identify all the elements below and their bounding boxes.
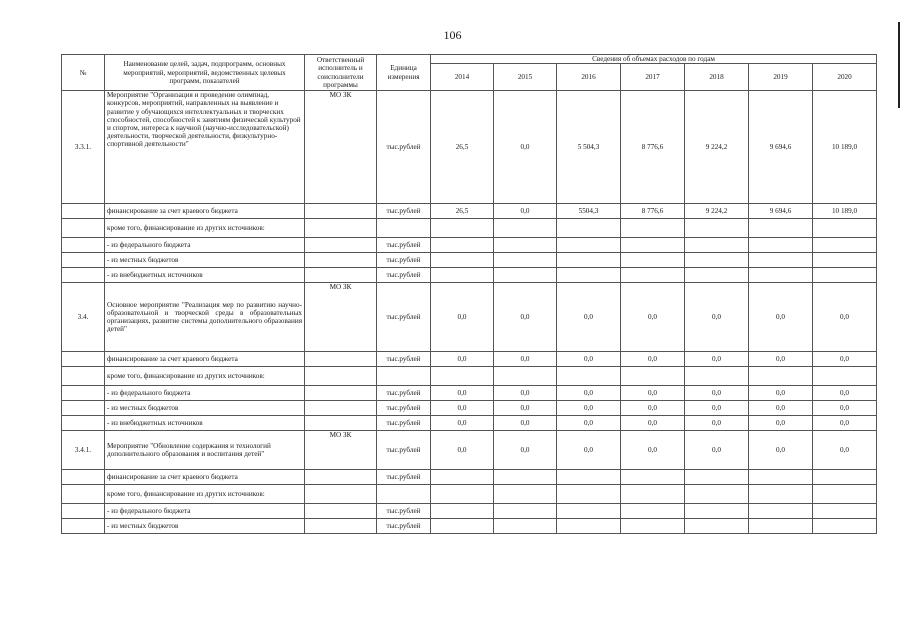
- row-value: 0,0: [749, 352, 813, 367]
- row-value: 0,0: [494, 386, 557, 401]
- row-unit: тыс.рублей: [377, 401, 431, 416]
- scan-margin-bar: [898, 22, 900, 108]
- table-row: [62, 416, 877, 431]
- row-value: [813, 504, 877, 519]
- row-value: [494, 219, 557, 238]
- row-value: 26,5: [431, 204, 494, 219]
- row-value: 0,0: [749, 386, 813, 401]
- row-value: 0,0: [494, 431, 557, 470]
- row-value: 0,0: [621, 386, 685, 401]
- row-responsible: [305, 470, 377, 485]
- row-value: 5 504,3: [557, 91, 621, 204]
- row-unit: тыс.рублей: [377, 431, 431, 470]
- row-value: 0,0: [813, 283, 877, 352]
- table-row: [62, 519, 877, 534]
- row-name: кроме того, финансирование из других источников:: [105, 485, 305, 504]
- row-value: [557, 470, 621, 485]
- row-value: [685, 367, 749, 386]
- row-value: [431, 504, 494, 519]
- row-number: [62, 268, 105, 283]
- row-value: [749, 268, 813, 283]
- row-value: 0,0: [749, 431, 813, 470]
- row-unit: [377, 219, 431, 238]
- row-number: [62, 416, 105, 431]
- row-value: [557, 268, 621, 283]
- row-number: [62, 238, 105, 253]
- table-row: [62, 401, 877, 416]
- row-name: кроме того, финансирование из других источников:: [105, 367, 305, 386]
- row-value: [685, 238, 749, 253]
- row-value: 0,0: [621, 431, 685, 470]
- row-responsible: МО ЗК: [305, 91, 377, 204]
- row-value: 0,0: [685, 386, 749, 401]
- header-year: 2020: [813, 64, 877, 91]
- table-row: [62, 431, 877, 470]
- row-value: [621, 268, 685, 283]
- row-value: 0,0: [685, 416, 749, 431]
- row-value: 0,0: [557, 401, 621, 416]
- table-body: [62, 91, 877, 534]
- row-value: 0,0: [813, 416, 877, 431]
- row-value: [621, 519, 685, 534]
- row-number: [62, 219, 105, 238]
- row-number: [62, 401, 105, 416]
- row-number: [62, 352, 105, 367]
- row-value: 10 189,0: [813, 204, 877, 219]
- header-year: 2016: [557, 64, 621, 91]
- row-responsible: [305, 238, 377, 253]
- row-value: [685, 253, 749, 268]
- row-value: 0,0: [621, 416, 685, 431]
- row-value: 0,0: [431, 352, 494, 367]
- row-value: [621, 219, 685, 238]
- row-value: [557, 219, 621, 238]
- row-value: [685, 268, 749, 283]
- row-value: 0,0: [813, 352, 877, 367]
- row-value: 0,0: [685, 283, 749, 352]
- row-value: [557, 238, 621, 253]
- row-number: [62, 253, 105, 268]
- row-responsible: МО ЗК: [305, 431, 377, 470]
- row-value: [685, 219, 749, 238]
- page-number: 106: [443, 28, 462, 42]
- row-name: Мероприятие "Организация и проведение олимпиад, конкурсов, мероприятий, направленных на выявление и развитие у обучающихся интеллектуальных и творческих способностей, способностей к занятиям физической культурой и спортом, интереса к научной (научно-исследовательской) деятельности, творческой деятельности, физкультурно-спортивной деятельности": [105, 91, 305, 204]
- row-value: [749, 470, 813, 485]
- row-value: 9 694,6: [749, 204, 813, 219]
- row-value: 10 189,0: [813, 91, 877, 204]
- row-value: 0,0: [749, 283, 813, 352]
- row-value: [749, 367, 813, 386]
- row-name: Основное мероприятие "Реализация мер по развитию научно-образовательной и творческой среды в образовательных организациях, развитие системы дополнительного образования детей": [105, 283, 305, 352]
- row-unit: тыс.рублей: [377, 283, 431, 352]
- table-row: [62, 253, 877, 268]
- row-value: 0,0: [621, 352, 685, 367]
- table-row: [62, 268, 877, 283]
- row-name: финансирование за счет краевого бюджета: [105, 204, 305, 219]
- row-value: [813, 253, 877, 268]
- row-value: 0,0: [431, 283, 494, 352]
- row-value: 0,0: [621, 401, 685, 416]
- row-value: 0,0: [685, 352, 749, 367]
- row-responsible: [305, 504, 377, 519]
- row-name: - из федерального бюджета: [105, 238, 305, 253]
- row-responsible: [305, 204, 377, 219]
- row-value: [621, 367, 685, 386]
- row-value: 0,0: [431, 401, 494, 416]
- row-value: [749, 238, 813, 253]
- header-name: Наименование целей, задач, подпрограмм, основных мероприятий, мероприятий, ведомственных целевых программ, показателей: [105, 55, 305, 91]
- row-value: 0,0: [494, 91, 557, 204]
- row-value: [494, 367, 557, 386]
- row-value: 0,0: [431, 431, 494, 470]
- row-number: [62, 485, 105, 504]
- header-spending: Сведения об объемах расходов по годам: [431, 55, 877, 64]
- row-value: [494, 485, 557, 504]
- row-value: 5504,3: [557, 204, 621, 219]
- row-name: Мероприятие "Обновление содержания и технологий дополнительного образования и воспитания детей": [105, 431, 305, 470]
- row-responsible: [305, 401, 377, 416]
- row-value: 0,0: [813, 401, 877, 416]
- table-row: [62, 204, 877, 219]
- row-value: 0,0: [557, 283, 621, 352]
- row-number: 3.4.: [62, 283, 105, 352]
- header-year: 2018: [685, 64, 749, 91]
- row-name: - из местных бюджетов: [105, 253, 305, 268]
- row-value: [431, 238, 494, 253]
- row-responsible: [305, 416, 377, 431]
- row-number: 3.4.1.: [62, 431, 105, 470]
- row-value: 0,0: [494, 416, 557, 431]
- row-value: 0,0: [431, 416, 494, 431]
- row-number: [62, 367, 105, 386]
- row-number: [62, 519, 105, 534]
- row-value: 0,0: [749, 401, 813, 416]
- table-row: [62, 485, 877, 504]
- row-unit: тыс.рублей: [377, 416, 431, 431]
- row-name: - из внебюджетных источников: [105, 268, 305, 283]
- row-name: кроме того, финансирование из других источников:: [105, 219, 305, 238]
- header-responsible: Ответственный исполнитель и соисполнители программы: [305, 55, 377, 91]
- row-value: [813, 470, 877, 485]
- row-responsible: [305, 352, 377, 367]
- row-responsible: [305, 367, 377, 386]
- row-value: [494, 238, 557, 253]
- header-year: 2019: [749, 64, 813, 91]
- row-value: [557, 253, 621, 268]
- row-value: [621, 504, 685, 519]
- row-value: [431, 470, 494, 485]
- row-responsible: [305, 219, 377, 238]
- row-unit: тыс.рублей: [377, 204, 431, 219]
- row-responsible: [305, 253, 377, 268]
- row-value: 0,0: [749, 416, 813, 431]
- row-value: [813, 238, 877, 253]
- row-value: 9 224,2: [685, 204, 749, 219]
- row-value: [749, 253, 813, 268]
- row-number: [62, 504, 105, 519]
- row-unit: тыс.рублей: [377, 504, 431, 519]
- row-value: [557, 519, 621, 534]
- row-value: [494, 519, 557, 534]
- row-value: [685, 470, 749, 485]
- row-value: [431, 268, 494, 283]
- row-responsible: МО ЗК: [305, 283, 377, 352]
- row-value: 0,0: [685, 401, 749, 416]
- table-row: [62, 470, 877, 485]
- row-number: [62, 386, 105, 401]
- row-unit: тыс.рублей: [377, 519, 431, 534]
- row-value: [494, 253, 557, 268]
- row-value: [749, 519, 813, 534]
- row-value: 0,0: [813, 386, 877, 401]
- row-unit: [377, 485, 431, 504]
- row-name: финансирование за счет краевого бюджета: [105, 352, 305, 367]
- row-value: 0,0: [685, 431, 749, 470]
- row-value: [621, 253, 685, 268]
- row-value: [813, 268, 877, 283]
- row-name: - из федерального бюджета: [105, 386, 305, 401]
- row-value: 0,0: [621, 283, 685, 352]
- row-value: [749, 504, 813, 519]
- table-row: [62, 367, 877, 386]
- header-unit: Единица измерения: [377, 55, 431, 91]
- row-number: 3.3.1.: [62, 91, 105, 204]
- row-value: 0,0: [557, 431, 621, 470]
- row-value: 9 694,6: [749, 91, 813, 204]
- row-value: [621, 485, 685, 504]
- row-unit: тыс.рублей: [377, 238, 431, 253]
- row-value: [813, 219, 877, 238]
- expenditure-table: [61, 54, 877, 534]
- row-unit: тыс.рублей: [377, 268, 431, 283]
- row-unit: тыс.рублей: [377, 470, 431, 485]
- row-value: 0,0: [431, 386, 494, 401]
- row-value: 8 776,6: [621, 204, 685, 219]
- table-row: [62, 352, 877, 367]
- row-name: финансирование за счет краевого бюджета: [105, 470, 305, 485]
- row-value: [621, 470, 685, 485]
- row-unit: [377, 367, 431, 386]
- row-value: 9 224,2: [685, 91, 749, 204]
- row-responsible: [305, 268, 377, 283]
- row-name: - из внебюджетных источников: [105, 416, 305, 431]
- row-value: 0,0: [557, 386, 621, 401]
- row-value: [557, 367, 621, 386]
- row-number: [62, 470, 105, 485]
- row-value: [685, 519, 749, 534]
- table-row: [62, 386, 877, 401]
- row-value: [431, 519, 494, 534]
- row-value: [494, 470, 557, 485]
- row-value: 0,0: [494, 283, 557, 352]
- table-row: [62, 504, 877, 519]
- table-row: [62, 238, 877, 253]
- row-value: 26,5: [431, 91, 494, 204]
- row-value: [813, 519, 877, 534]
- row-value: [685, 485, 749, 504]
- row-value: 0,0: [557, 352, 621, 367]
- table-row: [62, 219, 877, 238]
- row-value: 0,0: [494, 401, 557, 416]
- row-value: [557, 485, 621, 504]
- row-value: 0,0: [494, 352, 557, 367]
- row-value: 0,0: [494, 204, 557, 219]
- row-value: [749, 485, 813, 504]
- header-year: 2015: [494, 64, 557, 91]
- row-value: [557, 504, 621, 519]
- row-value: [813, 485, 877, 504]
- row-value: [813, 367, 877, 386]
- row-value: [431, 253, 494, 268]
- row-value: 0,0: [557, 416, 621, 431]
- table-row: [62, 91, 877, 204]
- row-value: 0,0: [813, 431, 877, 470]
- row-value: [685, 504, 749, 519]
- row-unit: тыс.рублей: [377, 386, 431, 401]
- row-name: - из местных бюджетов: [105, 401, 305, 416]
- row-unit: тыс.рублей: [377, 253, 431, 268]
- row-responsible: [305, 519, 377, 534]
- row-number: [62, 204, 105, 219]
- header-year: 2017: [621, 64, 685, 91]
- table-row: [62, 283, 877, 352]
- row-name: - из федерального бюджета: [105, 504, 305, 519]
- row-value: [431, 219, 494, 238]
- row-value: [494, 504, 557, 519]
- row-value: 8 776,6: [621, 91, 685, 204]
- row-value: [749, 219, 813, 238]
- row-unit: тыс.рублей: [377, 352, 431, 367]
- header-num: №: [62, 55, 105, 91]
- row-name: - из местных бюджетов: [105, 519, 305, 534]
- row-value: [431, 485, 494, 504]
- row-value: [431, 367, 494, 386]
- row-value: [494, 268, 557, 283]
- row-value: [621, 238, 685, 253]
- row-unit: тыс.рублей: [377, 91, 431, 204]
- row-responsible: [305, 485, 377, 504]
- header-year: 2014: [431, 64, 494, 91]
- row-responsible: [305, 386, 377, 401]
